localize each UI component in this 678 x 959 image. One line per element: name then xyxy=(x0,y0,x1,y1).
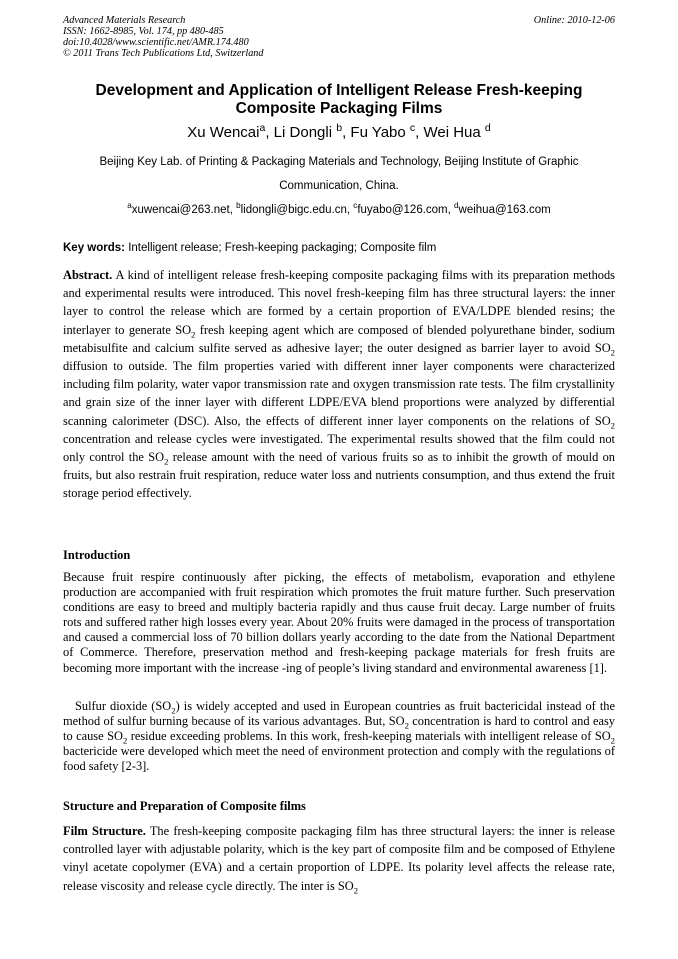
abstract-text: release amount with the need of various fruits so as to inhibit the growth of mould on fruits, but also restrain fruit respiration, reduce water loss and nutrients consumption, and thus extend the fruit storage period effectively. xyxy=(63,450,615,501)
email-marker: a xyxy=(127,201,132,211)
email-address: weihua@163.com xyxy=(458,204,551,216)
subscript: 2 xyxy=(122,735,128,746)
paragraph-text: residue exceeding problems. In this work, fresh-keeping materials with intelligent release of SO xyxy=(127,729,611,744)
abstract-label: Abstract. xyxy=(63,268,113,282)
subscript: 2 xyxy=(404,720,409,731)
author-name: Xu Wencai xyxy=(187,124,260,141)
title-line-2: Composite Packaging Films xyxy=(235,100,443,117)
keywords-text: Intelligent release; Fresh-keeping packaging; Composite film xyxy=(128,242,437,254)
email-address: xuwencai@263.net xyxy=(131,204,230,216)
journal-name: Advanced Materials Research xyxy=(63,15,186,26)
online-date: Online: 2010-12-06 xyxy=(533,15,615,26)
abstract-text: A kind of intelligent release fresh-keeping composite packaging films with its preparation methods and experimental results were introduced. This novel fresh-keeping film has three structural layers: the inner layer to control the release which are formed by a certain proportion of EVA/LDPE blended resins; the interlayer to generate SO xyxy=(63,268,615,337)
author-name: Wei Hua xyxy=(423,124,481,141)
email-list: $^a$xuwencai@263.net, $^b$lidongli@bigc.edu.cn, $^c$fuyabo@126.com, $^d$weihua@163.com xyxy=(127,201,551,216)
introduction-paragraph-1: Because fruit respire continuously after picking, the effects of metabolism, evaporation and ethylene production are accompanied with fruit respiration which promotes the fruit mature further. Such preservation conditions are easy to breed and multiply bacteria rapidly and thus cause fruit decay. Large number of fruits rots and suffered rather high losses every year. About 20% fruits were damaged in the process of transportation and caused a commercial loss of 70 billion dollars yearly according to the date from the National Department of Commerce. Therefore, preservation method and fresh-keeping package materials for fresh fruits are becoming more important with the increase -ing of people’s living standard and environmental awareness [1]. xyxy=(63,570,615,675)
subscript: 2 xyxy=(610,420,615,431)
author-name: Li Dongli xyxy=(273,124,333,141)
paragraph-text: ) is widely accepted and used in European countries as fruit bactericidal instead of the method of sulfur burning because of its various advantages. But, SO xyxy=(63,699,615,729)
paragraph-text: bactericide were developed which meet the need of environment protection and comply with the regulations of food safety [2-3]. xyxy=(63,744,615,774)
author-marker: a xyxy=(259,122,266,134)
abstract-text: fresh keeping agent which are composed of blended polyurethane binder, sodium metabisulfite and calcium sulfite served as adhesive layer; the outer designed as barrier layer to avoid SO xyxy=(63,322,615,355)
journal-header xyxy=(63,15,615,59)
subscript: 2 xyxy=(191,329,196,340)
abstract-text: concentration and release cycles were investigated. The experimental results showed that the film could not only control the SO xyxy=(63,431,615,465)
paragraph-text: The fresh-keeping composite packaging film has three structural layers: the inner is release controlled layer with adjustable polarity, which is the key part of composite film and be composed of Ethylene vinyl acetate copolymer (EVA) and a certain proportion of LDPE. Its polarity level affects the release rate, release viscosity and release cycle directly. The inter is SO xyxy=(63,824,616,893)
paragraph-text: Sulfur dioxide (SO xyxy=(75,699,172,713)
email-marker: d xyxy=(454,201,459,211)
author-marker: d xyxy=(484,122,491,134)
abstract xyxy=(63,266,615,503)
doi-line: doi:10.4028/www.scientific.net/AMR.174.480 xyxy=(63,37,249,48)
author-marker: c xyxy=(409,122,416,134)
keywords-label: Key words: xyxy=(63,242,125,254)
affiliation: Beijing Key Lab. of Printing & Packaging Materials and Technology, Beijing Institute of Graphic Communication, China. xyxy=(99,156,579,192)
subscript: 2 xyxy=(610,735,615,746)
abstract-text: diffusion to outside. The film properties varied with different inner layer components were characterized including film polarity, water vapor transmission rate and oxygen transmission rate tests. The film crystallinity and grain size of the inner layer with different LDPE/EVA blend proportions were analyzed by differential scanning calorimeter (DSC). Also, the effects of different inner layer components on the relations of SO xyxy=(63,359,615,428)
film-structure-paragraph xyxy=(63,822,615,895)
section-heading-structure: Structure and Preparation of Composite films xyxy=(63,799,306,813)
film-structure-label: Film Structure. xyxy=(63,824,146,838)
section-heading-introduction: Introduction xyxy=(63,548,131,562)
email-address: fuyabo@126.com xyxy=(357,204,448,216)
author-marker: b xyxy=(336,122,343,134)
email-address: lidongli@bigc.edu.cn xyxy=(240,204,347,216)
author-name: Fu Yabo xyxy=(350,124,406,141)
paper-title xyxy=(63,82,615,118)
email-marker: c xyxy=(353,201,358,211)
author-list: Xu Wencai$^a$, Li Dongli $^b$, Fu Yabo $^c$, Wei Hua $^d$ xyxy=(187,122,491,141)
subscript: 2 xyxy=(164,456,169,467)
title-line-1: Development and Application of Intelligent Release Fresh-keeping xyxy=(95,82,583,99)
paragraph-text: concentration is hard to control and easy to cause SO xyxy=(63,714,615,744)
issn-line: ISSN: 1662-8985, Vol. 174, pp 480-485 xyxy=(63,26,224,37)
subscript: 2 xyxy=(171,705,176,716)
subscript: 2 xyxy=(353,885,359,896)
copyright-line: © 2011 Trans Tech Publications Ltd, Switzerland xyxy=(63,48,264,59)
email-marker: b xyxy=(236,201,241,211)
subscript: 2 xyxy=(610,347,615,358)
introduction-paragraph-2 xyxy=(63,699,615,774)
keywords xyxy=(63,241,615,255)
